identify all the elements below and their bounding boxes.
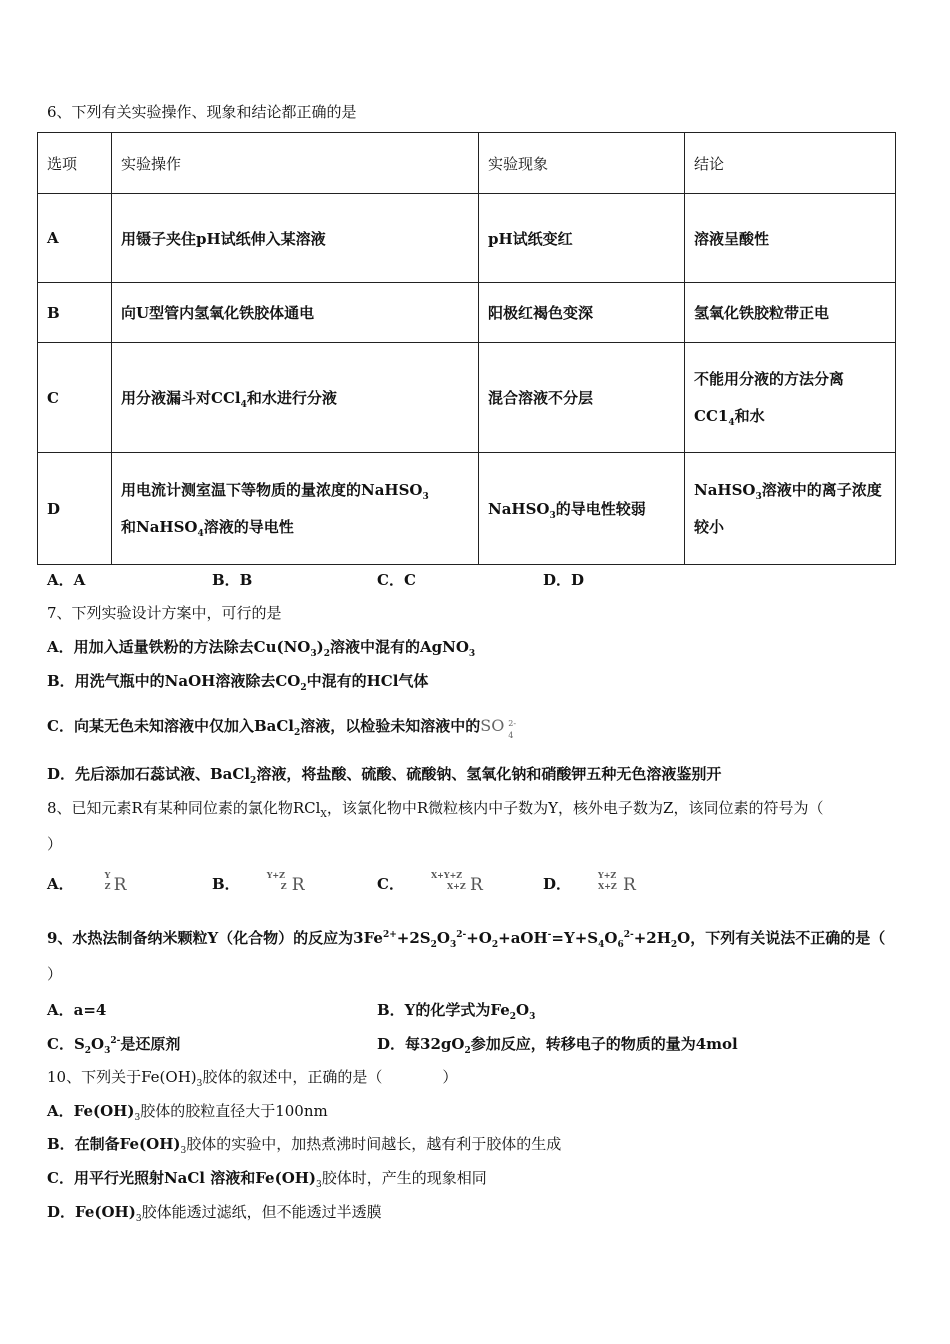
row-d-conclusion: NaHSO$_3$溶液中的离子浓度 较小 [685,453,896,565]
table-row-a [38,194,896,283]
q9-option-d[interactable]: D．每$32gO_2$参加反应，转移电子的物质的量为4mol [377,1035,738,1056]
row-c-conclusion: 不能用分液的方法分离 $CC1_4$和水 [685,343,896,453]
q6-stem: 6、下列有关实验操作、现象和结论都正确的是 [47,103,357,121]
header-phenomenon: 实验现象 [479,133,685,194]
row-d-phenomenon: NaHSO$_3$的导电性较弱 [479,453,685,565]
q7-option-a[interactable]: A．用加入适量铁粉的方法除去$Cu(NO_3)_2$溶液中混有的AgNO$_3$ [47,638,476,659]
q9-stem: 9、水热法制备纳米颗粒Y（化合物）的反应为$3Fe^{2+}+2S_2O_3^{2-}+O_2+aOH^-=Y+S_4O_6^{2-}+2H_2O$，下列有关说法不正确的是（ [47,929,886,950]
table-row-b [38,283,896,343]
sulfate-ion-formula: SO 2- 4 [480,716,517,740]
table-header-row [38,133,896,194]
row-b-label: B [38,283,112,343]
q10-option-c[interactable]: C．用平行光照射NaCl 溶液和$Fe(OH)_3$胶体时，产生的现象相同 [47,1169,487,1190]
q10-stem: 10、下列关于$Fe(OH)_3$胶体的叙述中，正确的是（ ） [47,1068,458,1089]
q6-option-d[interactable]: D．D [543,571,585,589]
row-c-label: C [38,343,112,453]
isotope-symbol: Y Z R [104,870,127,895]
q8-option-b[interactable]: B． Y+Z Z R [212,871,284,899]
q6-option-a[interactable]: A．A [47,571,86,589]
row-c-operation: 用分液漏斗对CCl$_4$和水进行分液 [112,343,479,453]
q7-option-b[interactable]: B．用洗气瓶中的NaOH溶液除去$CO_2$中混有的HCl气体 [47,672,429,693]
table-row-d [38,453,896,565]
row-c-phenomenon: 混合溶液不分层 [479,343,685,453]
header-conclusion: 结论 [685,133,896,194]
q7-option-d[interactable]: D．先后添加石蕊试液、BaCl$_2$溶液，将盐酸、硫酸、硫酸钠、氢氧化钠和硝酸钾五种无色溶液鉴别开 [47,765,722,786]
q8-option-c[interactable]: C． X+Y+Z X+Z R [377,871,448,899]
row-a-conclusion: 溶液呈酸性 [685,194,896,283]
q10-option-d[interactable]: D．$Fe(OH)_3$胶体能透过滤纸，但不能透过半透膜 [47,1203,382,1224]
q9-option-a[interactable]: A．a=4 [47,1001,107,1019]
row-d-operation: 用电流计测室温下等物质的量浓度的NaHSO$_3$ 和NaHSO$_4$溶液的导电性 [112,453,479,565]
q6-table [37,132,896,565]
q7-stem: 7、下列实验设计方案中，可行的是 [47,604,282,622]
isotope-symbol: X+Y+Z X+Z R [430,870,483,895]
q7-option-c[interactable]: C．向某无色未知溶液中仅加入BaCl$_2$溶液，以检验未知溶液中的 SO 2- 4 [47,716,517,740]
row-b-conclusion: 氢氧化铁胶粒带正电 [685,283,896,343]
isotope-symbol: Y+Z X+Z R [598,870,636,895]
q8-stem: 8、已知元素R有某种同位素的氯化物RCl$_X$，该氯化物中R微粒核内中子数为Y，核外电子数为Z，该同位素的符号为（ [47,799,824,820]
q6-option-b[interactable]: B．B [212,571,253,589]
q8-option-a[interactable]: A． Y Z R [47,871,118,899]
row-a-operation: 用镊子夹住pH试纸伸入某溶液 [112,194,479,283]
row-a-label: A [38,194,112,283]
table-row-c [38,343,896,453]
header-option: 选项 [38,133,112,194]
q8-stem-line2: ） [47,835,63,853]
row-a-phenomenon: pH试纸变红 [479,194,685,283]
q10-option-b[interactable]: B．在制备$Fe(OH)_3$胶体的实验中，加热煮沸时间越长，越有利于胶体的生成 [47,1135,562,1156]
header-operation: 实验操作 [112,133,479,194]
q8-option-d[interactable]: D． Y+Z X+Z R [543,871,615,899]
q9-option-b[interactable]: B．Y的化学式为$Fe_2O_3$ [377,1001,536,1022]
q10-option-a[interactable]: A．$Fe(OH)_3$胶体的胶粒直径大于100nm [47,1102,328,1123]
q9-stem-line2: ） [47,965,63,983]
isotope-symbol: Y+Z Z R [266,870,305,895]
row-b-phenomenon: 阳极红褐色变深 [479,283,685,343]
q6-option-c[interactable]: C．C [377,571,416,589]
row-b-operation: 向U型管内氢氧化铁胶体通电 [112,283,479,343]
row-d-label: D [38,453,112,565]
q9-option-c[interactable]: C．$S_2O_3^{2-}$是还原剂 [47,1035,181,1056]
